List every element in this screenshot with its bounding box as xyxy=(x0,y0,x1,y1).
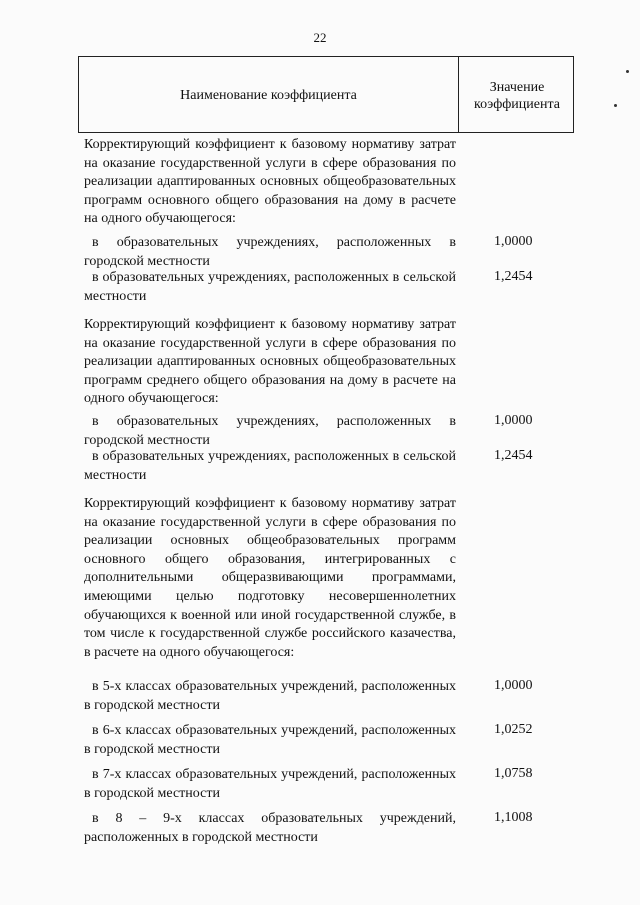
coefficient-item: в образовательных учреждениях, расположенных в сельской местности xyxy=(84,270,456,304)
coefficient-item: в 7-х классах образовательных учреждений, расположенных в городской местности xyxy=(84,767,456,801)
table-header xyxy=(78,56,574,133)
coefficient-item: в образовательных учреждениях, расположенных в сельской местности xyxy=(84,449,456,483)
coefficient-description: Корректирующий коэффициент к базовому нормативу затрат на оказание государственной услуги в сфере образования по реализации основных общеобразовательных программ основного общего образования, интегрированных с дополнительными общеразвивающими программами, имеющими целью подготовку несовершеннолетних обучающихся к военной или иной государственной службе, в том числе к государственной службе российского казачества, в расчете на одного обучающегося: xyxy=(84,496,456,660)
coefficient-description: Корректирующий коэффициент к базовому нормативу затрат на оказание государственной услуги в сфере образования по реализации адаптированных основных общеобразовательных программ среднего общего образования на дому в расчете на одного обучающегося: xyxy=(84,317,456,407)
coefficient-item: в 8 – 9-х классах образовательных учреждений, расположенных в городской местности xyxy=(84,811,456,845)
coefficient-item: в 6-х классах образовательных учреждений, расположенных в городской местности xyxy=(84,723,456,757)
coefficient-value: 1,0758 xyxy=(494,766,533,781)
coefficient-item: в образовательных учреждениях, расположенных в городской местности xyxy=(84,235,456,269)
coefficient-value: 1,0000 xyxy=(494,413,533,428)
header-value-column: Значение коэффициента xyxy=(474,80,560,112)
coefficient-value: 1,0000 xyxy=(494,234,533,249)
coefficient-item: в образовательных учреждениях, расположенных в городской местности xyxy=(84,414,456,448)
scan-speck xyxy=(626,70,629,73)
coefficient-value: 1,0000 xyxy=(494,678,533,693)
coefficient-description: Корректирующий коэффициент к базовому нормативу затрат на оказание государственной услуги в сфере образования по реализации адаптированных основных общеобразовательных программ основного общего образования на дому в расчете на одного обучающегося: xyxy=(84,137,456,227)
header-name-column: Наименование коэффициента xyxy=(180,88,357,103)
coefficient-value: 1,2454 xyxy=(494,269,533,284)
scan-speck xyxy=(614,104,617,107)
coefficient-value: 1,1008 xyxy=(494,810,533,825)
coefficient-value: 1,0252 xyxy=(494,722,533,737)
coefficient-value: 1,2454 xyxy=(494,448,533,463)
coefficient-item: в 5-х классах образовательных учреждений, расположенных в городской местности xyxy=(84,679,456,713)
page-number: 22 xyxy=(313,30,327,45)
